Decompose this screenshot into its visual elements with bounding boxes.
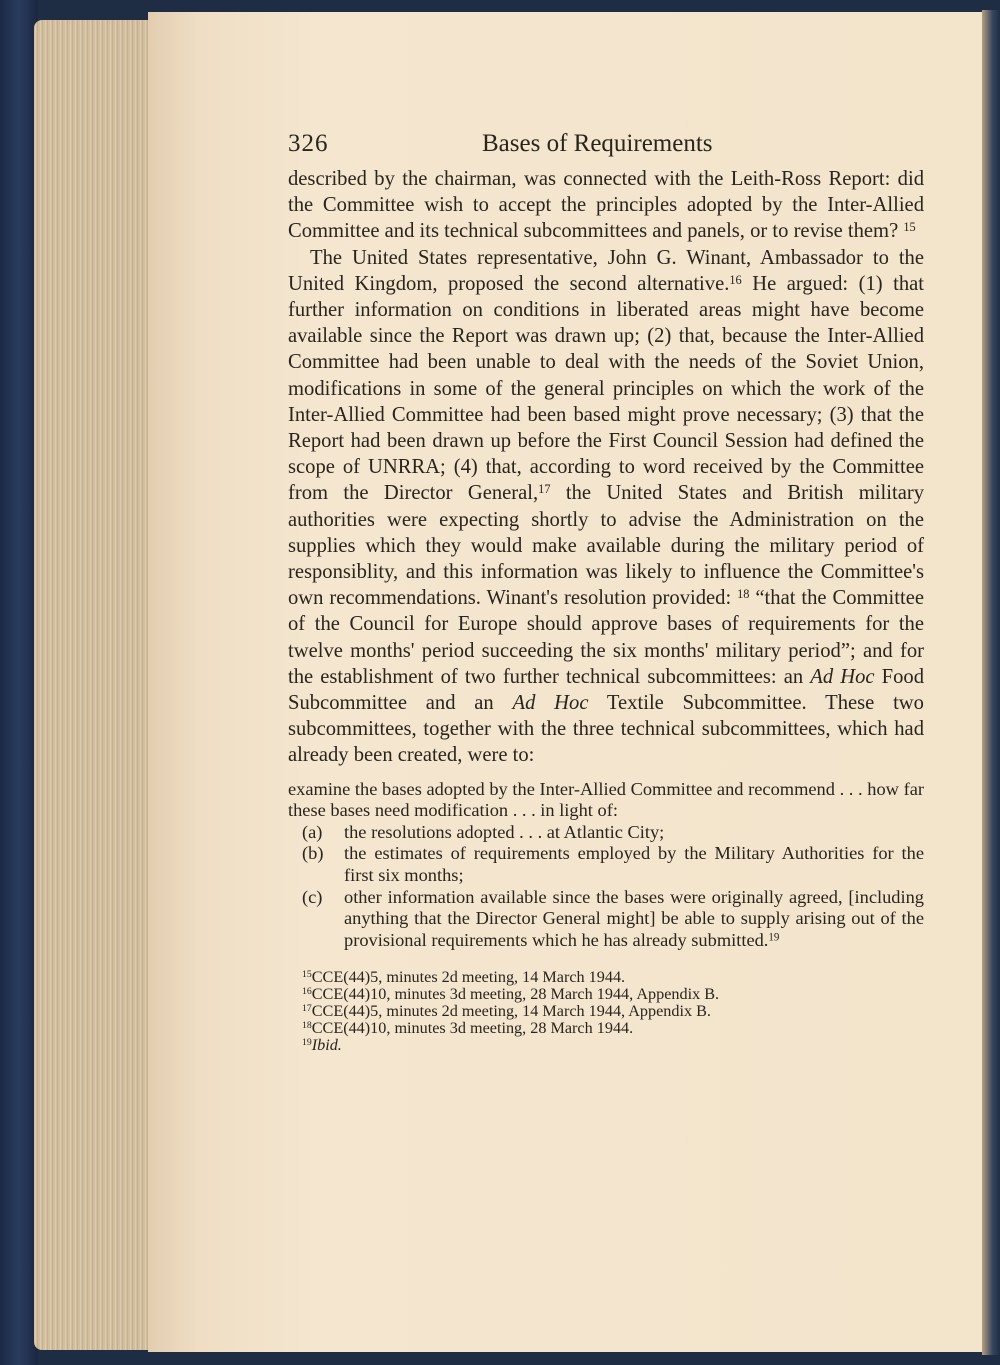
footnote-text: Ibid. [311, 1036, 342, 1055]
footnote-16 [288, 986, 924, 1003]
paragraph-2-text-d: “that the Committee of the Council for Europe should approve bases of requirements for the twelve months' period succeeding the six months' military period”; and for the establishment of two further technical subcommittees: an [288, 587, 924, 688]
block-quote [288, 779, 924, 952]
footnote-text: CCE(44)10, minutes 3d meeting, 28 March 1944, Appendix B. [311, 985, 720, 1004]
paragraph-2-text-c: the United States and British military authorities were expecting shortly to advise the Administration on the supplies which they would make available during the military period of responsiblity, and this information was likely to influence the Committee's own recommendations. Winant's resolution provided: [288, 482, 924, 610]
quote-item-text: the estimates of requirements employed by the Military Authorities for the first six months; [344, 843, 924, 886]
footnote-number: 15 [302, 969, 312, 981]
paragraph-2-text-a: The United States representative, John G. Winant, Ambassador to the United Kingdom, proposed the second alternative. [288, 246, 924, 295]
book-right-edge [982, 10, 1000, 1355]
footnote-17 [288, 1003, 924, 1020]
footnote-ref-15: 15 [903, 220, 916, 235]
footnote-number: 16 [302, 986, 312, 998]
footnote-number: 18 [302, 1020, 312, 1032]
footnotes [288, 969, 924, 1054]
ad-hoc-italic-1: Ad Hoc [810, 665, 875, 688]
paragraph-1-text: described by the chairman, was connected with the Leith-Ross Report: did the Committee wish to accept the principles adopted by the Inter-Allied Committee and its technical subcommittees and panels, or to revise them? [288, 168, 924, 243]
footnote-15 [288, 969, 924, 986]
quote-item-b [288, 843, 924, 886]
paragraph-1 [288, 166, 924, 245]
running-head [288, 128, 924, 166]
footnote-ref-16: 16 [729, 272, 742, 287]
footnote-number: 19 [302, 1037, 312, 1049]
footnote-18 [288, 1020, 924, 1037]
quote-item-text [344, 887, 924, 952]
page-content [288, 128, 924, 1054]
footnote-number: 17 [302, 1003, 312, 1015]
quote-item-label: (a) [302, 821, 323, 842]
book-cover-binding [0, 0, 38, 1365]
footnote-text: CCE(44)5, minutes 2d meeting, 14 March 1944. [311, 968, 626, 987]
footnote-text: CCE(44)5, minutes 2d meeting, 14 March 1944, Appendix B. [311, 1002, 711, 1021]
chapter-title: Bases of Requirements [482, 130, 713, 157]
quote-item-c [288, 887, 924, 952]
footnote-ref-17: 17 [538, 482, 551, 497]
paragraph-2-text-f: Textile Subcommittee. These two subcommittees, together with the three technical subcommittees, which had already been created, were to: [288, 692, 924, 767]
footnote-text: CCE(44)10, minutes 3d meeting, 28 March 1944. [311, 1019, 634, 1038]
page-edges [34, 20, 154, 1350]
quote-item-label: (c) [302, 886, 323, 907]
paragraph-2 [288, 245, 924, 769]
footnote-ref-18: 18 [737, 587, 750, 602]
paragraph-2-text-b: He argued: (1) that further information on conditions in liberated areas might have become available since the Report was drawn up; (2) that, because the Inter-Allied Committee had been unable to deal with the needs of the Soviet Union, modifications in some of the general principles on which the work of the Inter-Allied Committee had been based might prove necessary; (3) that the Report had been drawn up before the First Council Session had defined the scope of UNRRA; (4) that, according to word received by the Committee from the Director General, [288, 272, 924, 505]
paragraph-2-text-e: Food Subcommittee and an [288, 665, 924, 715]
page-number: 326 [288, 130, 329, 157]
quote-lead: examine the bases adopted by the Inter-Allied Committee and recommend . . . how far these bases need modification . . . in light of: [288, 778, 924, 821]
quote-item-c-text: other information available since the bases were originally agreed, [including anything that the Director General might] be able to supply arising out of the provisional requirements which he has already submitted. [344, 886, 924, 950]
quote-item-a [288, 822, 924, 844]
footnote-19 [288, 1037, 924, 1054]
quote-item-label: (b) [302, 843, 324, 864]
footnote-ref-19: 19 [768, 931, 780, 944]
ad-hoc-italic-2: Ad Hoc [512, 692, 589, 715]
quote-item-text: the resolutions adopted . . . at Atlantic City; [344, 821, 665, 842]
